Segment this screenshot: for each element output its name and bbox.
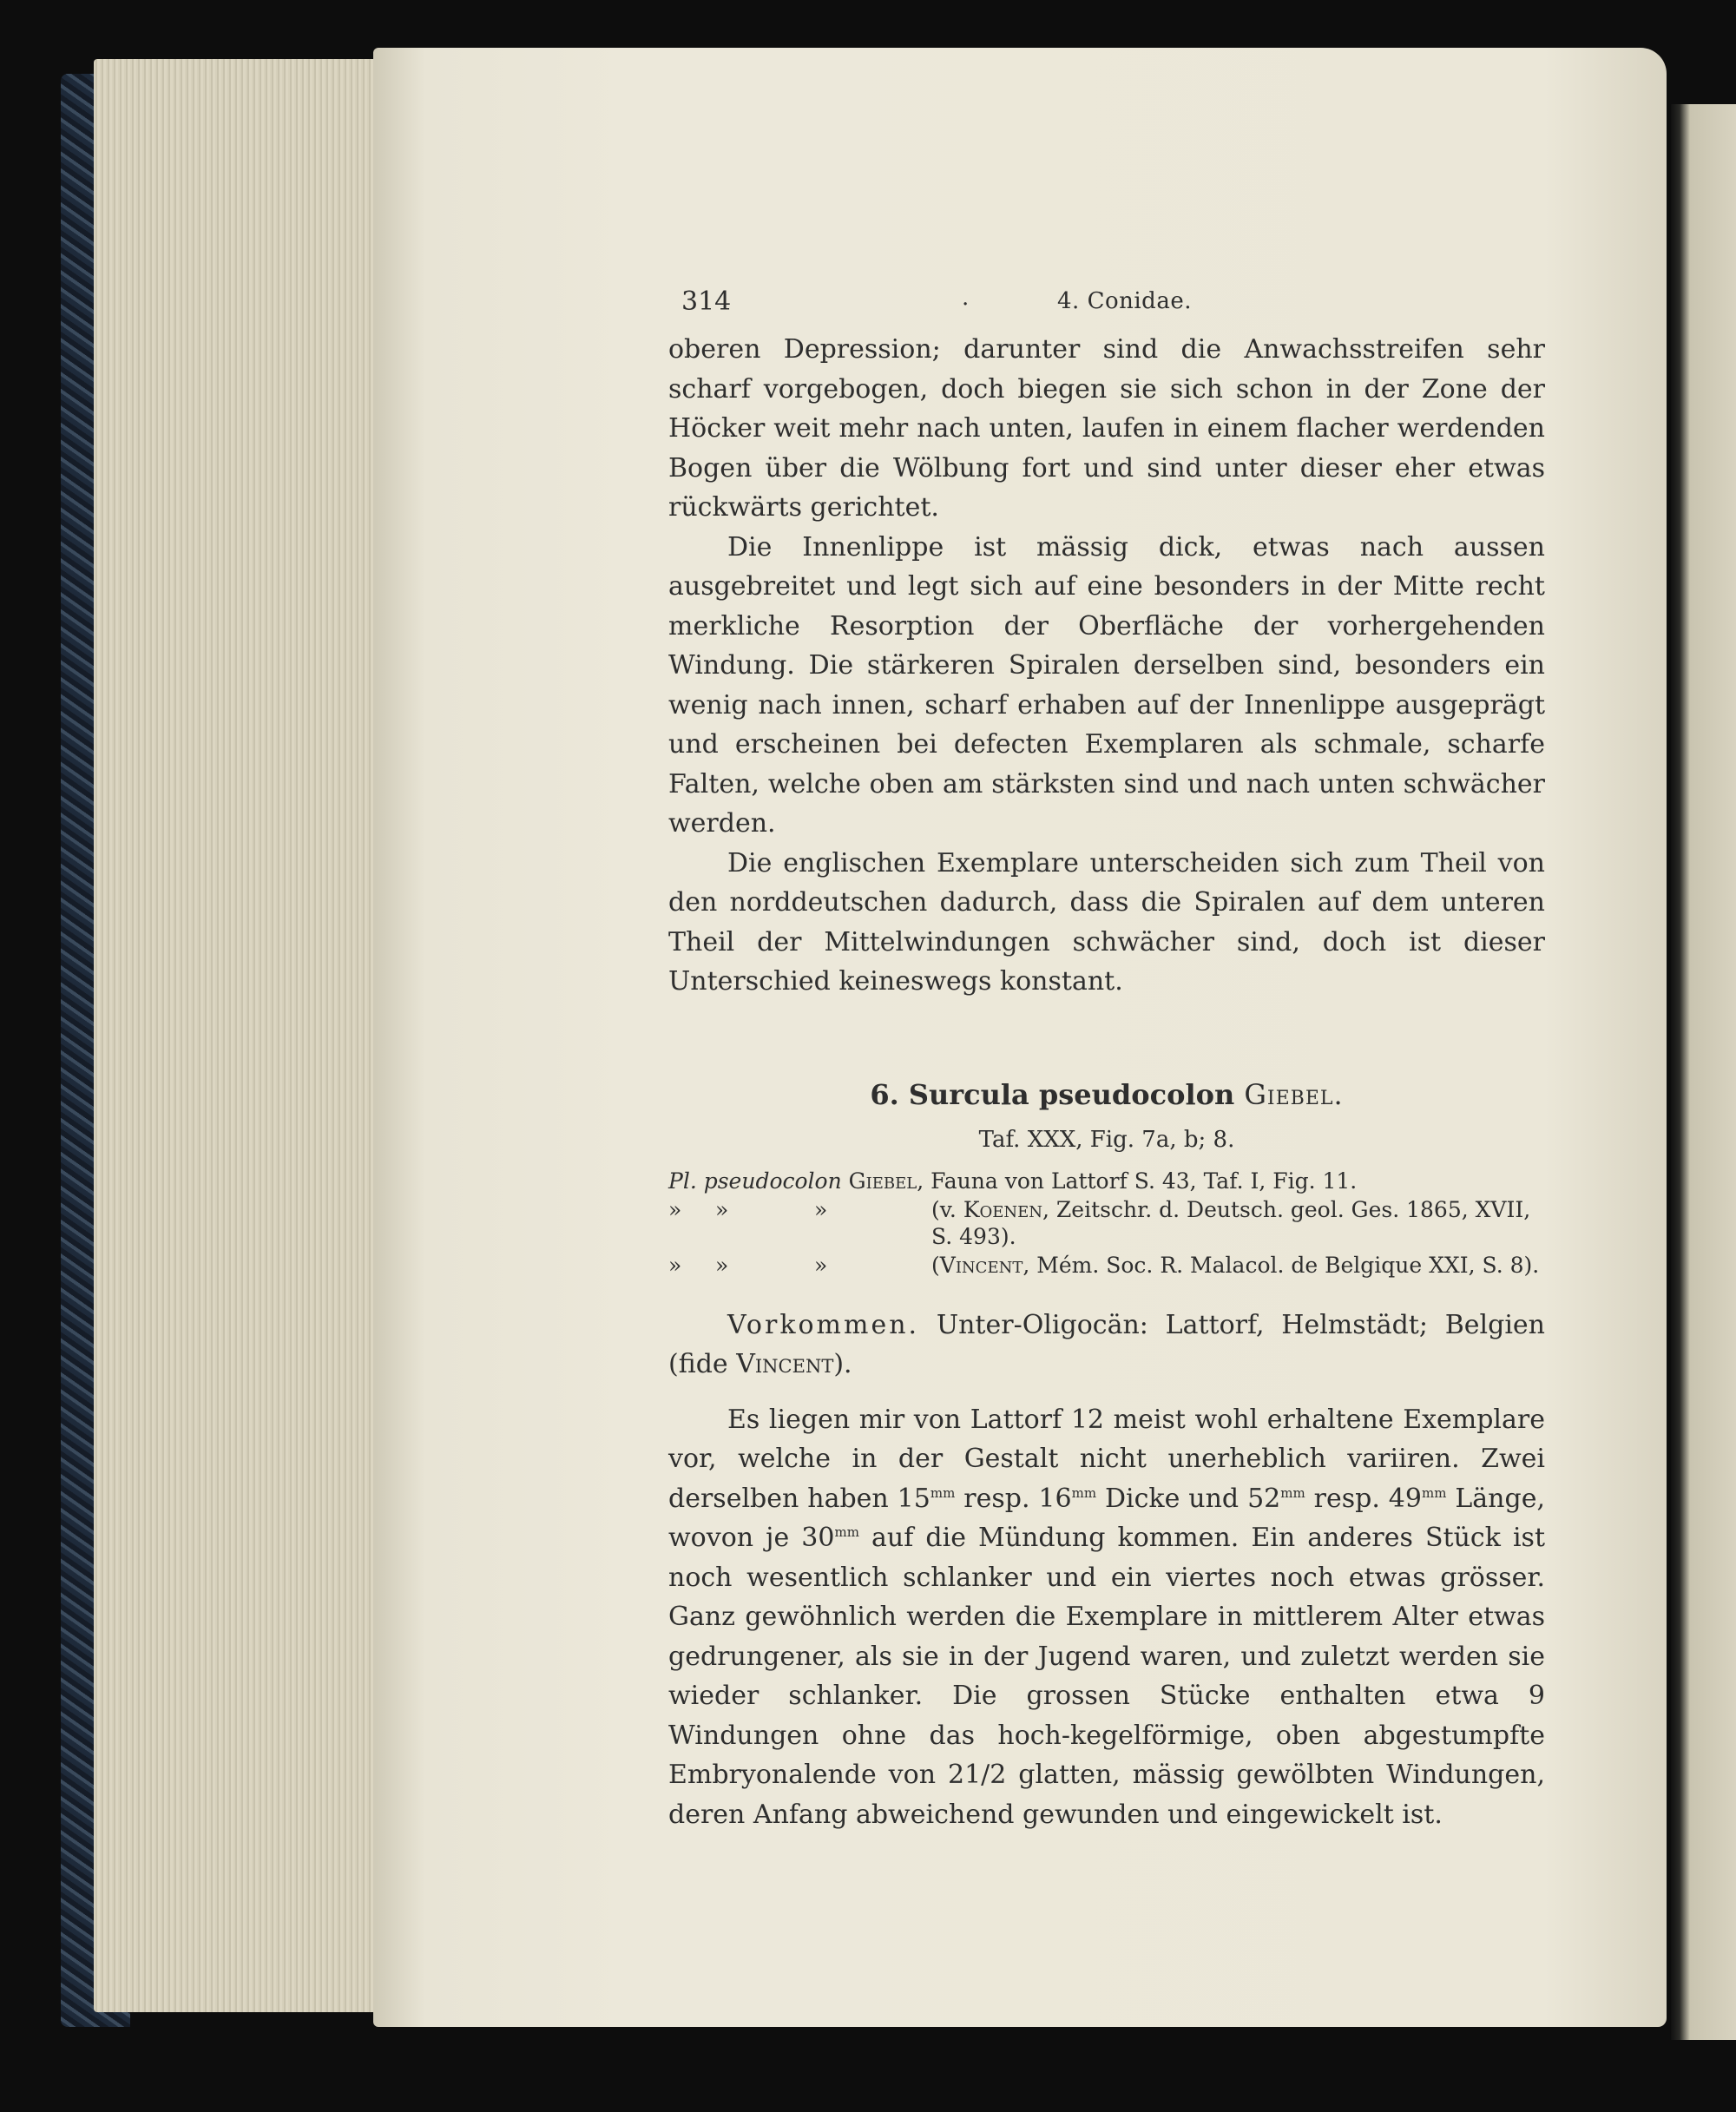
page-stack-edge (94, 59, 406, 2012)
facing-page-edge (1671, 104, 1736, 2040)
occurrence-author: Vincent (736, 1349, 834, 1379)
ditto-mark: » (814, 1196, 828, 1222)
synonym-reference: (v. Koenen, Zeitschr. d. Deutsch. geol. Ges. 1865, XVII, (931, 1196, 1531, 1222)
unit-mm: mm (1421, 1484, 1447, 1501)
species-name: Surcula pseudocolon (908, 1077, 1235, 1111)
paragraph-1: oberen Depression; darunter sind die Anwachsstreifen sehr scharf vorgebogen, doch biegen sie sich schon in der Zone der Höcker weit mehr nach unten, laufen in einem flacher werdenden Bogen über die Wölbung fort und sind unter dieser eher etwas rückwärts gerichtet. (668, 334, 1545, 523)
fraction: 1/2 (964, 1760, 1007, 1790)
running-head (668, 286, 1545, 330)
unit-mm: mm (1280, 1484, 1305, 1501)
ditto-mark: » (814, 1252, 828, 1278)
occurrence-paragraph: Vorkommen. Unter-Oligocän: Lattorf, Helmstädt; Belgien (fide Vincent). (668, 1309, 1545, 1379)
description-paragraph: Es liegen mir von Lattorf 12 meist wohl erhaltene Exemplare vor, welche in der Gestalt nicht unerheblich variiren. Zwei derselben haben $15^{mm}$ resp. $16^{mm}$ Dicke und $52^{mm}$ resp. $49^{mm}$ Länge, wovon je $30^{mm}$ auf die Mündung kommen. Ein anderes Stück ist noch wesentlich schlanker und ein viertes noch etwas grösser. Ganz gewöhnlich werden die Exemplare in mittlerem Alter etwas gedrungener, als sie in der Jugend waren, und zuletzt werden sie wieder schlanker. Die grossen Stücke enthalten etwa 9 Windungen ohne das hoch-kegelförmige, oben abgestumpfte Embryonalende von 21/2 glatten, mässig gewölbten Windungen, deren Anfang abweichend gewunden und eingewickelt ist. (668, 1404, 1545, 1830)
section-title: 4. Conidae. (1057, 288, 1192, 314)
synonym-author: Koenen (963, 1196, 1043, 1222)
plate-reference: Taf. XXX, Fig. 7a, b; 8. (978, 1126, 1235, 1153)
header-dot: . (962, 285, 970, 311)
ditto-mark: » (715, 1252, 729, 1278)
occurrence-label: Vorkommen. (727, 1309, 920, 1340)
species-number: 6. (870, 1077, 899, 1111)
unit-mm: mm (1071, 1484, 1097, 1501)
paragraph-3: Die englischen Exemplare unterscheiden sich zum Theil von den norddeutschen dadurch, dass die Spiralen auf dem unteren Theil der Mittelwindungen schwächer sind, doch ist dieser Unterschied keineswegs konstant. (668, 847, 1545, 997)
synonym-author: Vincent (939, 1252, 1023, 1278)
page-content (668, 286, 1545, 1834)
species-author: Giebel. (1244, 1077, 1344, 1111)
paragraph-2: Die Innenlippe ist mässig dick, etwas nach aussen ausgebreitet und legt sich auf eine besonders in der Mitte recht merkliche Resorption der Oberfläche der vorhergehenden Windung. Die stärkeren Spiralen derselben sind, besonders ein wenig nach innen, scharf erhaben auf der Innenlippe ausgeprägt und erscheinen bei defecten Exemplaren als schmale, scharfe Falten, welche oben am stärksten sind und nach unten schwächer werden. (668, 531, 1545, 839)
synonymy-row (668, 1251, 1545, 1280)
synonym-reference: Fauna von Lattorf S. 43, Taf. I, Fig. 11. (930, 1168, 1358, 1194)
ditto-mark: » (715, 1196, 729, 1222)
unit-mm: mm (930, 1484, 956, 1501)
synonym-name: Pl. pseudocolon (668, 1168, 842, 1194)
page-number: 314 (681, 286, 732, 317)
synonym-reference: (Vincent, Mém. Soc. R. Malacol. de Belgique XXI, S. 8). (931, 1252, 1540, 1278)
synonym-author: Giebel, (848, 1168, 924, 1194)
synonymy-row (668, 1195, 1545, 1251)
synonym-reference-continued: S. 493). (931, 1223, 1016, 1249)
species-heading (668, 1078, 1545, 1111)
ditto-mark: » (668, 1252, 682, 1278)
synonymy-row (668, 1167, 1545, 1195)
unit-mm: mm (834, 1524, 859, 1540)
ditto-mark: » (668, 1196, 682, 1222)
